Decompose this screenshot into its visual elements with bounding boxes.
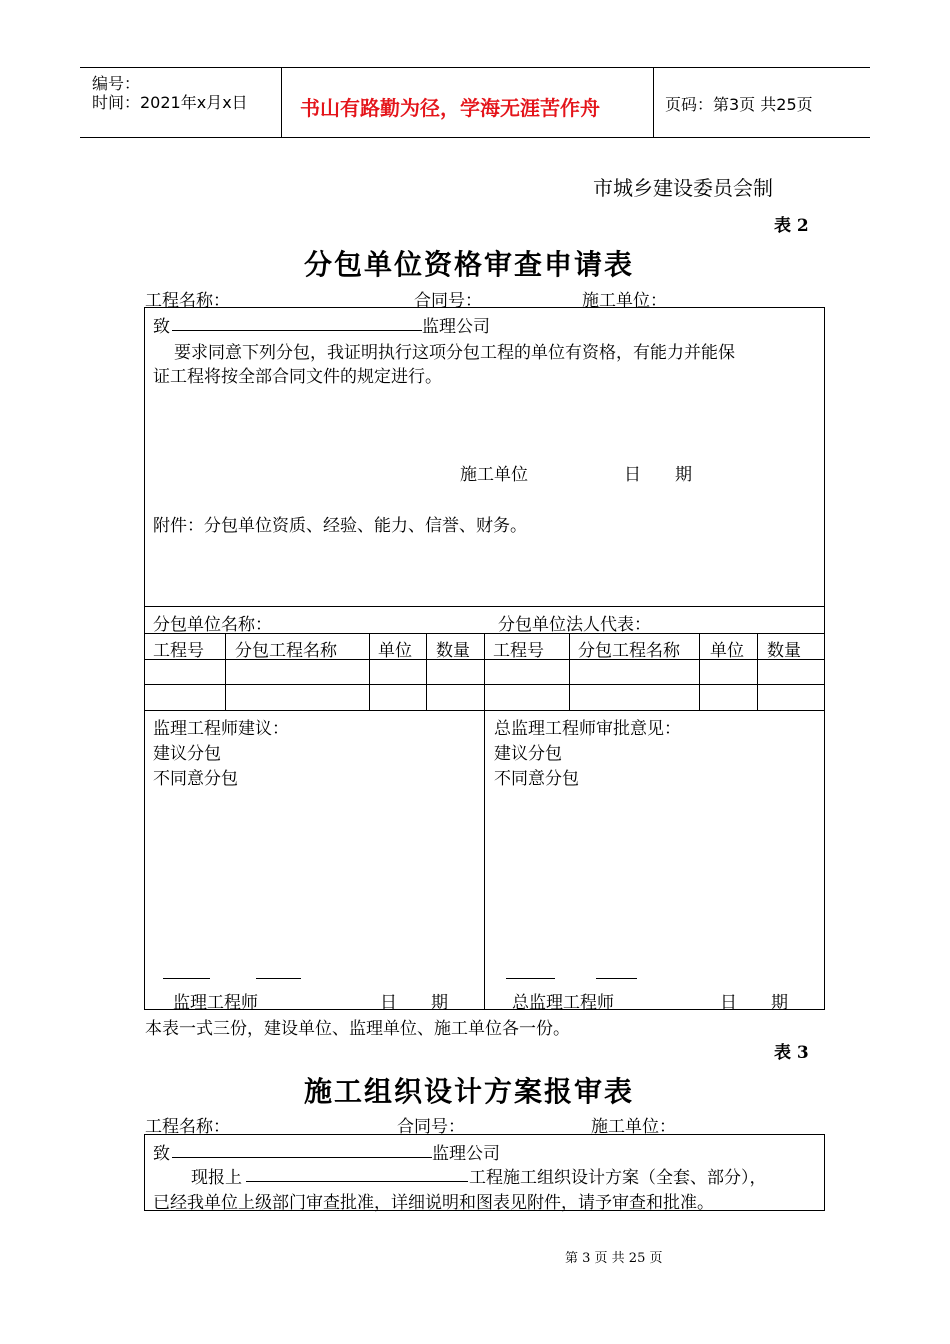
form3-project-blank bbox=[246, 1181, 468, 1182]
right-option-approve: 建议分包 bbox=[494, 744, 562, 764]
issuer-text: 市城乡建设委员会制 bbox=[593, 176, 773, 200]
header-motto: 书山有路勤为径，学海无涯苦作舟 bbox=[300, 96, 600, 120]
form3-report-prefix: 现报上 bbox=[191, 1168, 242, 1188]
col-header-unit-2: 单位 bbox=[710, 641, 744, 661]
col-header-unit: 单位 bbox=[378, 641, 412, 661]
form2-sign-unit: 施工单位 bbox=[460, 465, 528, 485]
form2-footnote: 本表一式三份，建设单位、监理单位、施工单位各一份。 bbox=[145, 1019, 570, 1039]
form2-contractor-label: 施工单位： bbox=[582, 291, 667, 311]
table-number-2: 表 2 bbox=[774, 216, 809, 236]
form2-contract-no-label: 合同号： bbox=[414, 291, 482, 311]
form2-sub-name-label: 分包单位名称： bbox=[153, 615, 272, 635]
form3-project-name-label: 工程名称： bbox=[145, 1117, 230, 1137]
form3-title: 施工组织设计方案报审表 bbox=[304, 1075, 635, 1108]
form2-sub-rep-label: 分包单位法人代表： bbox=[498, 615, 651, 635]
form2-request-line2: 证工程将按全部合同文件的规定进行。 bbox=[153, 367, 442, 387]
col-header-sub-name: 分包工程名称 bbox=[235, 641, 337, 661]
right-date-label: 日 期 bbox=[720, 993, 788, 1013]
form2-to-label: 致 bbox=[153, 317, 170, 337]
right-opinion-title: 总监理工程师审批意见： bbox=[494, 719, 681, 739]
right-option-reject: 不同意分包 bbox=[494, 769, 579, 789]
form3-contractor-label: 施工单位： bbox=[591, 1117, 676, 1137]
table-number-3: 表 3 bbox=[774, 1043, 809, 1063]
form3-company-blank bbox=[172, 1157, 432, 1158]
left-opinion-title: 监理工程师建议： bbox=[153, 719, 289, 739]
form2-company-suffix: 监理公司 bbox=[422, 317, 490, 337]
page-indicator: 页码：第3页 共25页 bbox=[665, 95, 813, 114]
col-header-project-no: 工程号 bbox=[153, 641, 204, 661]
form3-report-suffix: 工程施工组织设计方案（全套、部分）， bbox=[469, 1168, 767, 1188]
doc-number-label: 编号： bbox=[92, 74, 141, 93]
col-header-project-no-2: 工程号 bbox=[493, 641, 544, 661]
left-signer-label: 监理工程师 bbox=[173, 993, 258, 1013]
form2-company-blank bbox=[172, 330, 422, 331]
left-option-reject: 不同意分包 bbox=[153, 769, 238, 789]
left-option-approve: 建议分包 bbox=[153, 744, 221, 764]
form3-company-suffix: 监理公司 bbox=[432, 1144, 500, 1164]
page-footer: 第 3 页 共 25 页 bbox=[565, 1251, 663, 1266]
form2-project-name-label: 工程名称： bbox=[145, 291, 230, 311]
form2-request-line1: 要求同意下列分包，我证明执行这项分包工程的单位有资格，有能力并能保 bbox=[174, 343, 735, 363]
left-date-label: 日 期 bbox=[380, 993, 448, 1013]
col-header-qty: 数量 bbox=[436, 641, 470, 661]
doc-time-label: 时间：2021年x月x日 bbox=[92, 93, 248, 112]
form3-contract-no-label: 合同号： bbox=[397, 1117, 465, 1137]
right-signer-label: 总监理工程师 bbox=[512, 993, 614, 1013]
form3-report-line2: 已经我单位上级部门审查批准，详细说明和图表见附件，请予审查和批准。 bbox=[153, 1193, 714, 1213]
form2-attachment: 附件：分包单位资质、经验、能力、信誉、财务。 bbox=[153, 516, 527, 536]
col-header-qty-2: 数量 bbox=[767, 641, 801, 661]
form3-to-label: 致 bbox=[153, 1144, 170, 1164]
col-header-sub-name-2: 分包工程名称 bbox=[578, 641, 680, 661]
form2-sign-date: 日 期 bbox=[624, 465, 692, 485]
form2-title: 分包单位资格审查申请表 bbox=[304, 248, 635, 281]
